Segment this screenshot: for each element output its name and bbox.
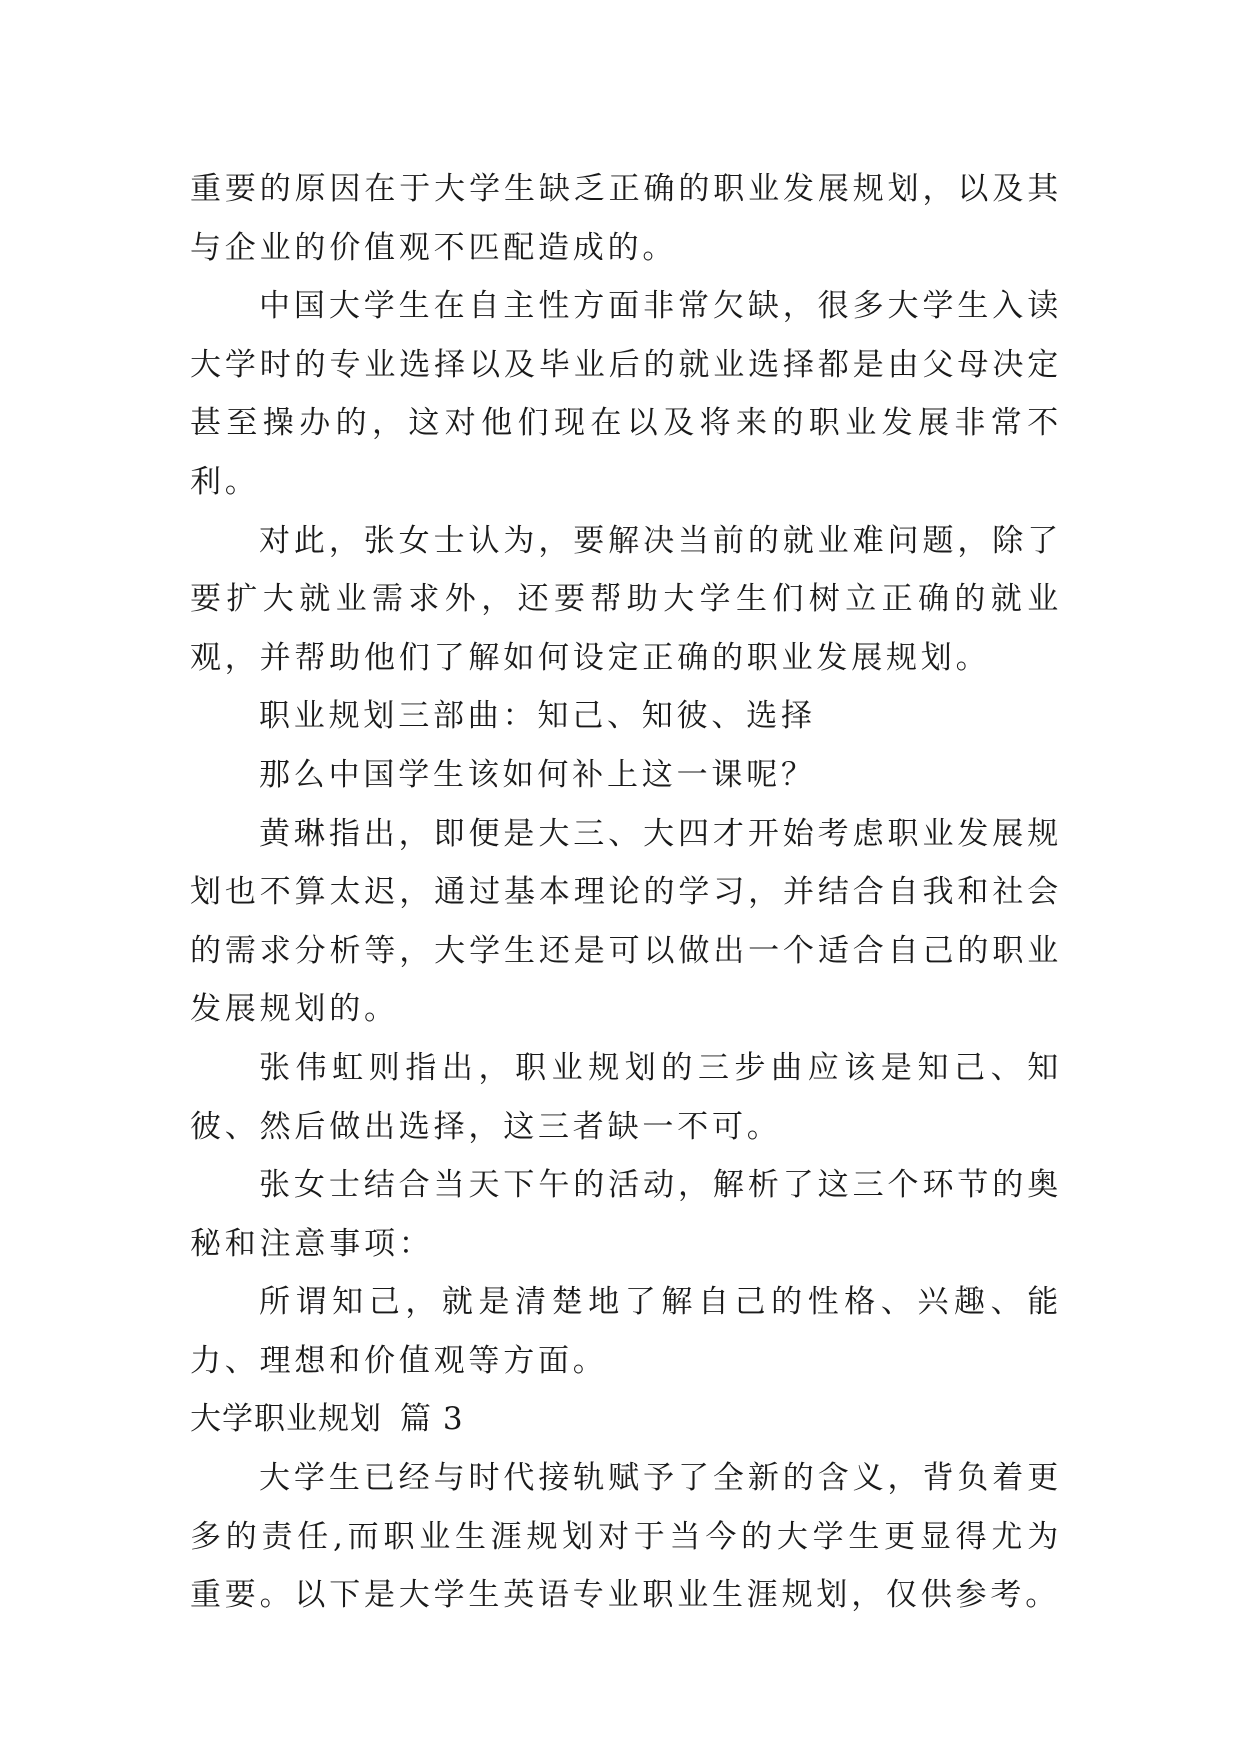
- paragraph-9: 所谓知己，就是清楚地了解自己的性格、兴趣、能力、理想和价值观等方面。: [190, 1284, 1062, 1379]
- paragraph-5: 那么中国学生该如何补上这一课呢？: [259, 756, 816, 793]
- paragraph-1: 重要的原因在于大学生缺乏正确的职业发展规划，以及其与企业的价值观不匹配造成的。: [190, 171, 1062, 266]
- section-paragraph-1: 大学生已经与时代接轨赋予了全新的含义，背负着更多的责任,而职业生涯规划对于当今的大学生更显得尤为重要。以下是大学生英语专业职业生涯规划，仅供参考。: [190, 1460, 1062, 1614]
- section-number: 篇 3: [400, 1401, 464, 1438]
- document-body: [190, 160, 1062, 1625]
- paragraph-7: 张伟虹则指出，职业规划的三步曲应该是知己、知彼、然后做出选择，这三者缺一不可。: [190, 1049, 1062, 1145]
- paragraph-3: 对此，张女士认为，要解决当前的就业难问题，除了要扩大就业需求外，还要帮助大学生们树立正确的就业观，并帮助他们了解如何设定正确的职业发展规划。: [190, 522, 1062, 676]
- paragraph-6: 黄琳指出，即便是大三、大四才开始考虑职业发展规划也不算太迟，通过基本理论的学习，并结合自我和社会的需求分析等，大学生还是可以做出一个适合自己的职业发展规划的。: [190, 815, 1062, 1028]
- paragraph-8: 张女士结合当天下午的活动，解析了这三个环节的奥秘和注意事项：: [190, 1167, 1062, 1262]
- paragraph-2: 中国大学生在自主性方面非常欠缺，很多大学生入读大学时的专业选择以及毕业后的就业选择都是由父母决定甚至操办的，这对他们现在以及将来的职业发展非常不利。: [190, 288, 1062, 500]
- section-heading: [190, 1390, 1062, 1449]
- section-title: 大学职业规划: [190, 1401, 382, 1438]
- paragraph-4: 职业规划三部曲：知己、知彼、选择: [259, 698, 816, 735]
